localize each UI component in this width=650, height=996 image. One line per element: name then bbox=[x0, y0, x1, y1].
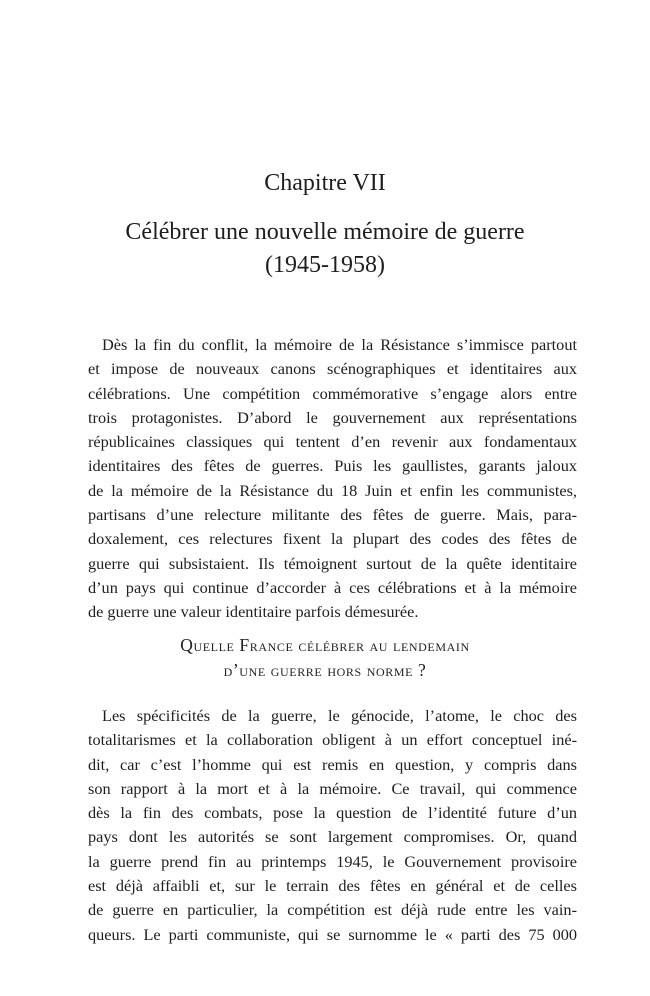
section-heading bbox=[60, 633, 590, 683]
text-line: la guerre prend fin au printemps 1945, le Gouvernement provisoire bbox=[88, 851, 577, 871]
text-line: de guerre en particulier, la compétition est déjà rude entre les vain- bbox=[88, 900, 577, 920]
body-paragraph bbox=[88, 704, 577, 947]
chapter-title-line: (1945-1958) bbox=[265, 252, 385, 278]
section-heading-line: Quelle France célébrer au lendemain bbox=[180, 635, 470, 655]
chapter-title bbox=[60, 216, 590, 282]
text-line: Dès la fin du conflit, la mémoire de la Résistance s’immisce partout bbox=[102, 335, 577, 354]
text-line: doxalement, ces relectures fixent la plupart des codes des fêtes de bbox=[88, 529, 577, 549]
text-line: et impose de nouveaux canons scénographiques et identitaires aux bbox=[88, 359, 577, 379]
text-line: dès la fin des combats, pose la question de l’identité future d’un bbox=[88, 803, 577, 823]
chapter-title-line: Célébrer une nouvelle mémoire de guerre bbox=[125, 219, 525, 245]
text-line: républicaines classiques qui tentent d’en revenir aux fondamentaux bbox=[88, 432, 577, 452]
text-line: d’un pays qui continue d’accorder à ces célébrations et à la mémoire bbox=[88, 577, 577, 597]
intro-paragraph bbox=[88, 333, 577, 625]
text-line: de la mémoire de la Résistance du 18 Juin et enfin les communistes, bbox=[88, 480, 577, 500]
text-line: est déjà affaibli et, sur le terrain des fêtes en général et de celles bbox=[88, 876, 577, 896]
text-line: guerre qui subsistaient. Ils témoignent surtout de la quête identitaire bbox=[88, 553, 577, 573]
text-line: pays dont les autorités se sont largement compromises. Or, quand bbox=[88, 827, 577, 847]
text-line: queurs. Le parti communiste, qui se surnomme le « parti des 75 000 bbox=[88, 924, 577, 944]
text-line: partisans d’une relecture militante des fêtes de guerre. Mais, para- bbox=[88, 505, 577, 525]
text-line: identitaires des fêtes de guerres. Puis les gaullistes, garants jaloux bbox=[88, 456, 577, 476]
text-line: dit, car c’est l’homme qui est remis en question, y compris dans bbox=[88, 754, 577, 774]
chapter-number: Chapitre VII bbox=[264, 170, 386, 196]
text-line: totalitarismes et la collaboration obligent à un effort conceptuel iné- bbox=[88, 730, 577, 750]
section-heading-line: d’une guerre hors norme ? bbox=[223, 660, 427, 680]
text-line: trois protagonistes. D’abord le gouvernement aux représentations bbox=[88, 407, 577, 427]
text-line: de guerre une valeur identitaire parfois démesurée. bbox=[88, 602, 419, 622]
text-line: son rapport à la mort et à la mémoire. Ce travail, qui commence bbox=[88, 778, 577, 798]
text-line: célébrations. Une compétition commémorative s’engage alors entre bbox=[88, 383, 577, 403]
text-line: Les spécificités de la guerre, le génocide, l’atome, le choc des bbox=[102, 706, 577, 725]
